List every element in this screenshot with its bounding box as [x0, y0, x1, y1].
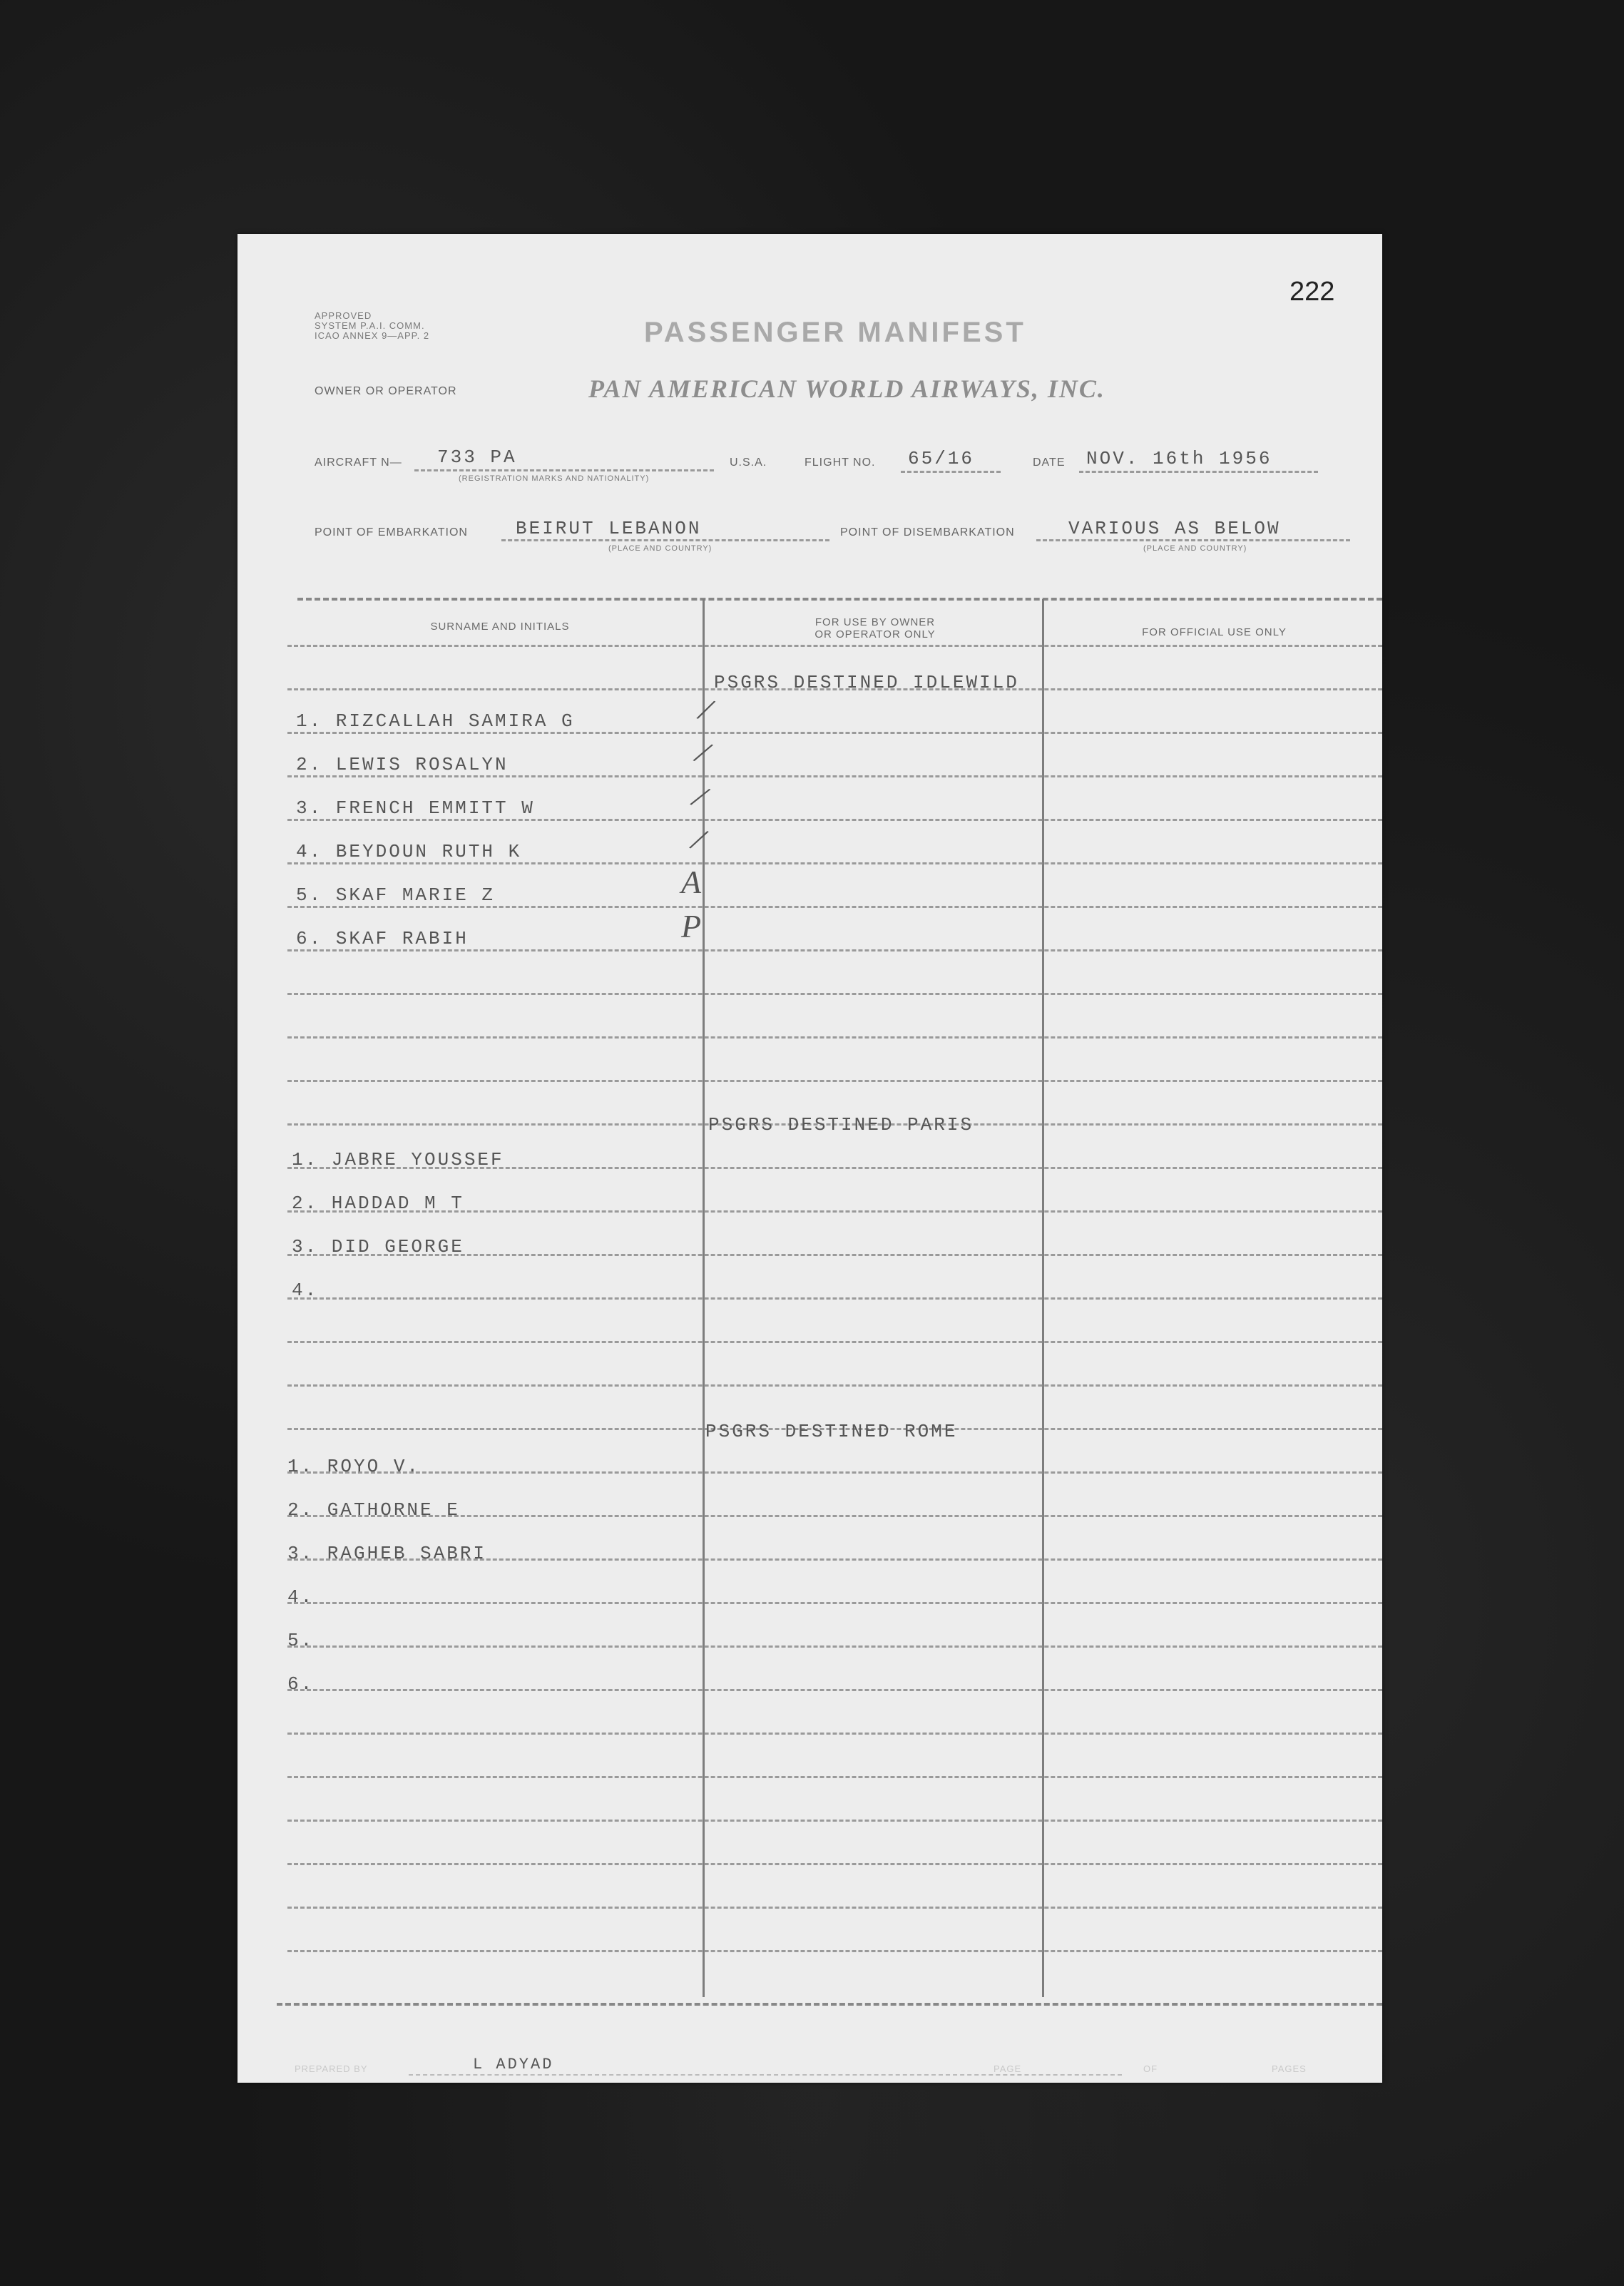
passenger-entry: 3. FRENCH EMMITT W — [296, 797, 535, 819]
column-header-owner-line-1: FOR USE BY OWNER — [814, 616, 936, 628]
date-underline — [1079, 471, 1318, 473]
aircraft-registration: 733 PA — [437, 447, 517, 468]
passenger-entry: 4. — [287, 1586, 315, 1608]
table-top-border — [297, 598, 1382, 601]
row-rule — [287, 819, 1382, 821]
registration-caption: (REGISTRATION MARKS AND NATIONALITY) — [459, 474, 650, 483]
aircraft-label: AIRCRAFT N— — [315, 456, 402, 469]
form-title: PASSENGER MANIFEST — [644, 317, 1026, 348]
row-rule — [287, 1950, 1382, 1952]
passenger-entry: 5. — [287, 1630, 315, 1651]
embarkation-label: POINT OF EMBARKATION — [315, 526, 468, 539]
disembarkation-caption: (PLACE AND COUNTRY) — [1143, 544, 1247, 553]
pages-label: PAGES — [1272, 2063, 1307, 2074]
passenger-entry: 2. LEWIS ROSALYN — [296, 754, 509, 775]
row-rule — [287, 1297, 1382, 1300]
flight-label: FLIGHT NO. — [805, 456, 876, 469]
handwritten-check-mark: / — [688, 820, 710, 858]
operator-name: PAN AMERICAN WORLD AIRWAYS, INC. — [588, 374, 1105, 403]
column-header-owner — [708, 616, 1042, 641]
owner-label: OWNER OR OPERATOR — [315, 385, 457, 397]
row-rule — [287, 1471, 1382, 1474]
flight-underline — [901, 471, 1001, 473]
table-bottom-border — [277, 2003, 1382, 2006]
row-rule — [287, 1733, 1382, 1735]
date-label: DATE — [1033, 456, 1066, 469]
row-rule — [287, 1036, 1382, 1039]
embarkation-caption: (PLACE AND COUNTRY) — [608, 544, 713, 553]
passenger-entry: 4. BEYDOUN RUTH K — [296, 841, 522, 862]
approval-line: SYSTEM P.A.I. COMM. — [315, 320, 425, 331]
handwritten-check-mark: / — [688, 777, 712, 815]
approval-note — [315, 311, 429, 341]
page-number: 222 — [1290, 277, 1335, 307]
row-rule — [287, 732, 1382, 734]
row-rule — [287, 645, 1382, 647]
passenger-entry: 4. — [292, 1280, 319, 1301]
approval-line: ICAO ANNEX 9—APP. 2 — [315, 330, 430, 341]
passenger-entry: 1. RIZCALLAH SAMIRA G — [296, 710, 575, 732]
handwritten-mark-a: A — [681, 864, 702, 900]
footer-underline — [409, 2074, 1122, 2076]
flight-number: 65/16 — [908, 448, 975, 469]
row-rule — [287, 949, 1382, 951]
column-header-official: FOR OFFICIAL USE ONLY — [1142, 626, 1287, 638]
row-rule — [287, 1645, 1382, 1648]
row-rule — [287, 1384, 1382, 1387]
group-heading-rome: PSGRS DESTINED ROME — [705, 1421, 958, 1442]
passenger-entry: 1. ROYO V. — [287, 1456, 421, 1477]
row-rule — [287, 1820, 1382, 1822]
flight-date: NOV. 16th 1956 — [1086, 448, 1272, 469]
row-rule — [287, 1776, 1382, 1778]
column-header-surname: SURNAME AND INITIALS — [430, 621, 570, 633]
embarkation-place: BEIRUT LEBANON — [516, 518, 702, 539]
passenger-entry: 5. SKAF MARIE Z — [296, 884, 496, 906]
manifest-sheet — [238, 234, 1382, 2083]
row-rule — [287, 1689, 1382, 1691]
passenger-entry: 6. — [287, 1673, 315, 1695]
usa-label: U.S.A. — [730, 456, 767, 469]
row-rule — [287, 1080, 1382, 1082]
disembarkation-label: POINT OF DISEMBARKATION — [840, 526, 1015, 539]
page-label: PAGE — [994, 2063, 1022, 2074]
passenger-entry: 3. DID GEORGE — [292, 1236, 464, 1257]
handwritten-check-mark: / — [691, 733, 714, 771]
group-heading-idlewild: PSGRS DESTINED IDLEWILD — [714, 672, 1019, 693]
passenger-entry: 3. RAGHEB SABRI — [287, 1543, 487, 1564]
prepared-by-name: L ADYAD — [473, 2056, 554, 2073]
embarkation-underline — [501, 539, 829, 541]
passenger-entry: 1. JABRE YOUSSEF — [292, 1149, 504, 1170]
approval-line: APPROVED — [315, 310, 372, 321]
disembarkation-place: VARIOUS AS BELOW — [1068, 518, 1281, 539]
passenger-entry: 6. SKAF RABIH — [296, 928, 469, 949]
row-rule — [287, 1907, 1382, 1909]
row-rule — [287, 1602, 1382, 1604]
handwritten-check-mark: / — [695, 690, 716, 728]
row-rule — [287, 1863, 1382, 1865]
row-rule — [287, 906, 1382, 908]
prepared-by-label: PREPARED BY — [295, 2063, 368, 2074]
of-label: OF — [1143, 2063, 1158, 2074]
group-heading-paris: PSGRS DESTINED PARIS — [708, 1114, 974, 1136]
row-rule — [287, 775, 1382, 777]
disembarkation-underline — [1036, 539, 1350, 541]
handwritten-mark-p: P — [681, 908, 702, 944]
row-rule — [287, 993, 1382, 995]
row-rule — [287, 1341, 1382, 1343]
aircraft-underline — [414, 469, 714, 471]
column-header-owner-line-2: OR OPERATOR ONLY — [814, 628, 936, 641]
row-rule — [287, 862, 1382, 864]
passenger-entry: 2. GATHORNE E — [287, 1499, 460, 1521]
passenger-entry: 2. HADDAD M T — [292, 1193, 464, 1214]
